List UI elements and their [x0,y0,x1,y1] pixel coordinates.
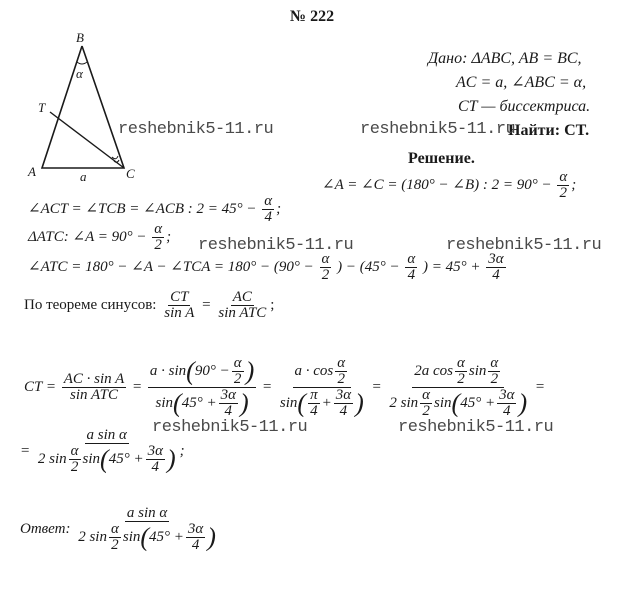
given-line-3: CT — биссектриса. [458,98,591,115]
act-line: ∠ACT = ∠TCB = ∠ACB : 2 = 45° − $\frac{\alpha}{4}$ ; [28,193,282,225]
problem-number: № 222 [290,8,335,25]
watermark: reshebnik5-11.ru [152,418,308,437]
given-line-1: Дано: ΔABC, AB = BC, [428,50,582,67]
vertex-c-label: C [126,166,135,181]
vertex-b-label: B [76,30,84,45]
ct-result-line: = a sin α 2 sin $\frac{\alpha}{2}$ sin(45° + $\frac{3\alpha}{4}$ ) ; [20,427,185,475]
atc-triangle-line: ΔATC: ∠A = 90° − $\frac{\alpha}{2}$ ; [28,221,172,253]
solution-title: Решение. [408,150,475,167]
watermark: reshebnik5-11.ru [118,120,274,139]
given-line-2: AC = a, ∠ABC = α, [456,74,587,91]
angle-alpha-label: α [76,66,83,81]
side-a-label: a [80,169,87,184]
vertex-a-label: A [28,164,36,179]
answer-line: Ответ: a sin α 2 sin $\frac{\alpha}{2}$ sin(45° + $\frac{3\alpha}{4}$ ) [20,505,216,553]
angle-a-line: ∠A = ∠C = (180° − ∠B) : 2 = 90° − $\frac{\alpha}{2}$ ; [322,169,577,201]
find-line: Найти: CT. [508,122,590,139]
atc-angle-line: ∠ATC = 180° − ∠A − ∠TCA = 180° − (90° − $\frac{\alpha}{2}$ ) − (45° − $\frac{\alpha}{4}$ ) = 45° + $\frac{3\alpha}{4}$ [28,251,504,283]
watermark: reshebnik5-11.ru [446,236,602,255]
ct-formula-line: CT = $\frac{\text{AC · sin A}}{\text{sin ATC}}$ = a · sin(90° − $\frac{\alpha}{2}$ ) sin(45° + $\frac{3\alpha}{4}$ ) = a · cos $\frac{\alpha}{2}$ sin( $\frac{\pi}{4}$ + $\frac{3\alpha}{4}$ ) = 2a cos $\frac{\alpha}{2}$ sin $\frac{\alpha}{2}$ 2 sin $\frac{\alpha}{2}$ sin(45° + $\frac{3\alpha}{4}$ ) = [24,355,546,419]
watermark: reshebnik5-11.ru [360,120,516,139]
watermark: reshebnik5-11.ru [198,236,354,255]
point-t-label: T [38,100,46,115]
watermark: reshebnik5-11.ru [398,418,554,437]
sine-theorem-line: По теореме синусов: $\frac{CT}{\text{sin A}}$ = $\frac{AC}{\text{sin ATC}}$ ; [24,289,275,321]
